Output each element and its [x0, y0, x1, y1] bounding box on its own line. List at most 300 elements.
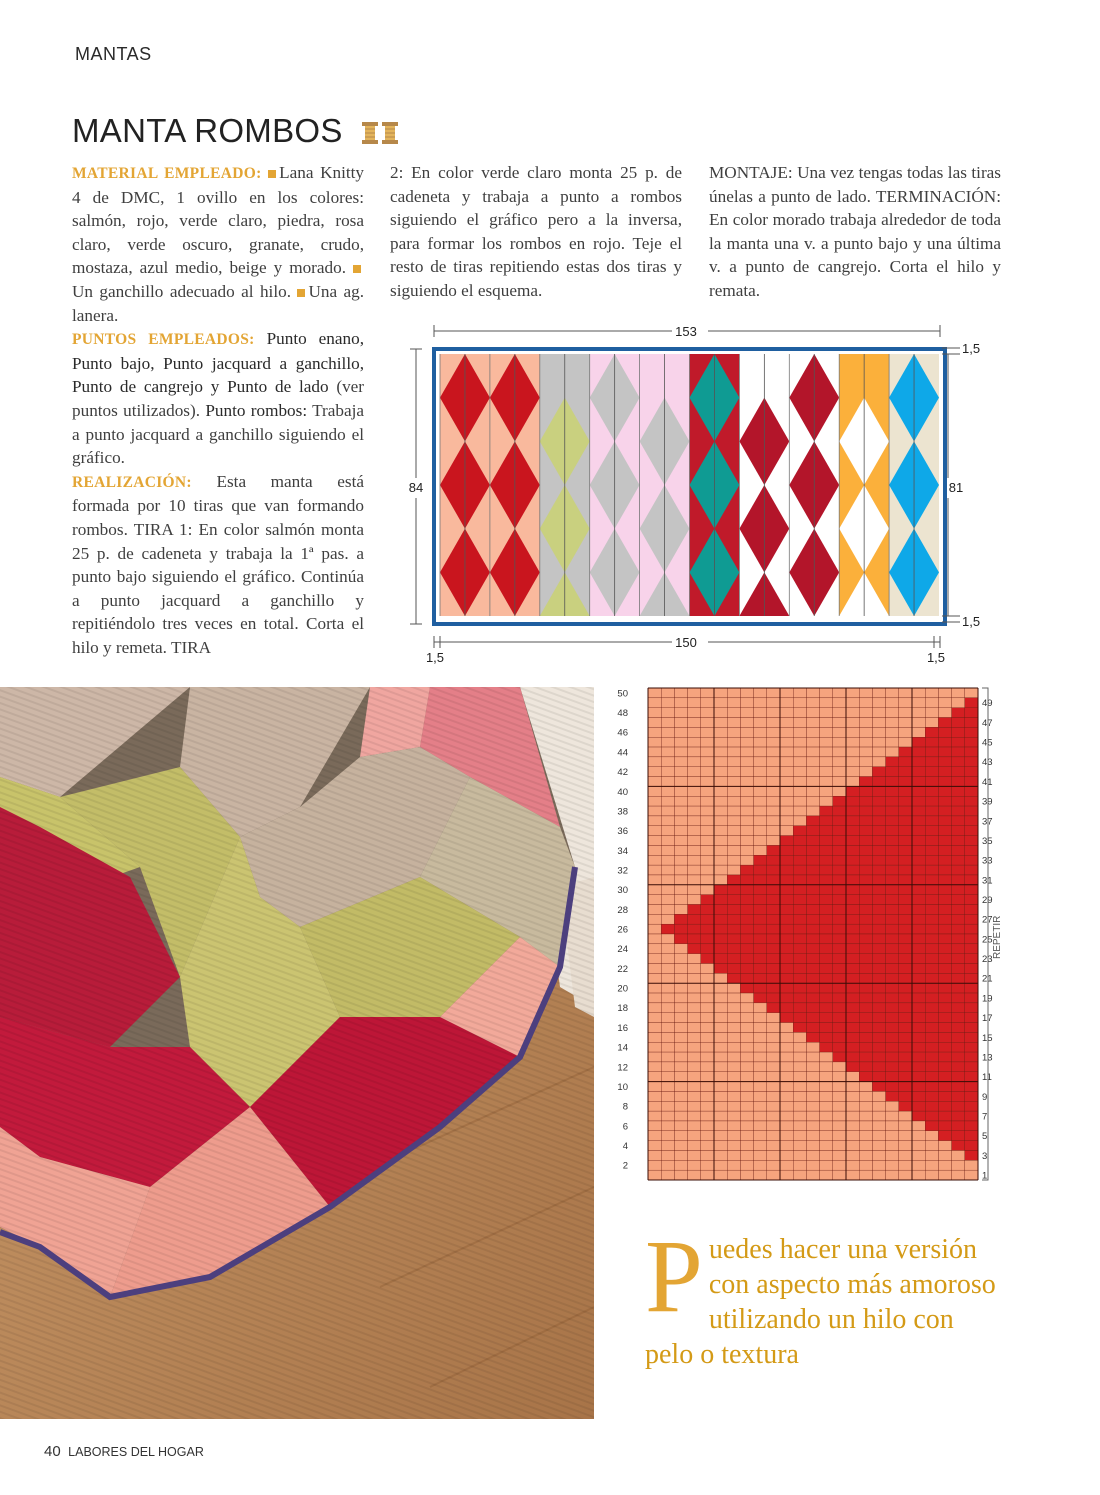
- chart-cell: [767, 786, 780, 796]
- chart-row-label: 11: [982, 1072, 992, 1084]
- chart-left-labels: [617, 688, 628, 1171]
- chart-cell: [899, 855, 912, 865]
- chart-cell: [714, 1032, 727, 1042]
- chart-cell: [714, 973, 727, 983]
- chart-cell: [912, 1013, 925, 1023]
- chart-cell: [701, 855, 714, 865]
- chart-cell: [767, 836, 780, 846]
- chart-cell: [820, 1062, 833, 1072]
- chart-cell: [872, 747, 885, 757]
- chart-cell: [793, 1062, 806, 1072]
- chart-cell: [833, 836, 846, 846]
- chart-cell: [767, 885, 780, 895]
- chart-cell: [859, 885, 872, 895]
- chart-cell: [872, 914, 885, 924]
- chart-cell: [780, 1141, 793, 1151]
- chart-cell: [886, 973, 899, 983]
- chart-cell: [925, 796, 938, 806]
- chart-cell: [727, 826, 740, 836]
- chart-cell: [886, 993, 899, 1003]
- chart-cell: [661, 934, 674, 944]
- chart-cell: [952, 1170, 965, 1180]
- chart-cell: [859, 1082, 872, 1092]
- chart-cell: [740, 816, 753, 826]
- chart-cell: [727, 954, 740, 964]
- chart-cell: [714, 1101, 727, 1111]
- dim-left: 84: [408, 480, 424, 495]
- blanket-photo: [0, 687, 594, 1419]
- chart-cell: [714, 885, 727, 895]
- chart-cell: [648, 904, 661, 914]
- chart-cell: [952, 836, 965, 846]
- chart-cell: [701, 983, 714, 993]
- chart-cell: [938, 865, 951, 875]
- chart-cell: [767, 1032, 780, 1042]
- chart-cell: [886, 1082, 899, 1092]
- chart-cell: [833, 1042, 846, 1052]
- chart-cell: [938, 777, 951, 787]
- chart-cell: [754, 973, 767, 983]
- chart-cell: [872, 1111, 885, 1121]
- chart-cell: [780, 1131, 793, 1141]
- chart-cell: [648, 1052, 661, 1062]
- chart-cell: [780, 1013, 793, 1023]
- chart-cell: [767, 747, 780, 757]
- chart-cell: [952, 688, 965, 698]
- chart-cell: [820, 806, 833, 816]
- chart-cell: [661, 1150, 674, 1160]
- chart-cell: [952, 757, 965, 767]
- chart-cell: [714, 777, 727, 787]
- chart-cell: [701, 1111, 714, 1121]
- chart-cell: [965, 757, 978, 767]
- chart-cell: [767, 757, 780, 767]
- chart-cell: [886, 1062, 899, 1072]
- chart-cell: [859, 1042, 872, 1052]
- realization-label: REALIZACIÓN:: [72, 473, 192, 491]
- chart-cell: [938, 1160, 951, 1170]
- chart-cell: [767, 777, 780, 787]
- chart-cell: [938, 1072, 951, 1082]
- chart-cell: [965, 895, 978, 905]
- chart-cell: [767, 934, 780, 944]
- chart-cell: [674, 1062, 687, 1072]
- chart-cell: [859, 993, 872, 1003]
- chart-cell: [899, 973, 912, 983]
- chart-cell: [859, 737, 872, 747]
- chart-cell: [661, 816, 674, 826]
- chart-cell: [859, 924, 872, 934]
- chart-cell: [674, 993, 687, 1003]
- chart-cell: [925, 983, 938, 993]
- chart-cell: [886, 865, 899, 875]
- chart-cell: [688, 727, 701, 737]
- chart-cell: [806, 757, 819, 767]
- chart-cell: [846, 964, 859, 974]
- chart-cell: [965, 777, 978, 787]
- chart-cell: [674, 885, 687, 895]
- chart-cell: [899, 747, 912, 757]
- chart-cell: [701, 1160, 714, 1170]
- chart-cell: [899, 875, 912, 885]
- chart-cell: [938, 1091, 951, 1101]
- chart-cell: [793, 964, 806, 974]
- chart-cell: [938, 806, 951, 816]
- chart-cell: [846, 845, 859, 855]
- chart-cell: [846, 786, 859, 796]
- chart-cell: [952, 973, 965, 983]
- chart-cell: [793, 727, 806, 737]
- chart-cell: [701, 688, 714, 698]
- chart-cell: [780, 934, 793, 944]
- chart-cell: [833, 944, 846, 954]
- chart-cell: [780, 885, 793, 895]
- chart-cell: [688, 944, 701, 954]
- chart-cell: [965, 1023, 978, 1033]
- chart-cell: [925, 1160, 938, 1170]
- chart-cell: [714, 688, 727, 698]
- chart-cell: [859, 1013, 872, 1023]
- chart-cell: [793, 865, 806, 875]
- chart-cell: [648, 895, 661, 905]
- chart-cell: [925, 806, 938, 816]
- chart-cell: [661, 964, 674, 974]
- chart-cell: [820, 1082, 833, 1092]
- dim-top: 153: [675, 324, 697, 339]
- chart-cell: [820, 718, 833, 728]
- chart-cell: [714, 786, 727, 796]
- chart-cell: [886, 1101, 899, 1111]
- chart-cell: [793, 1013, 806, 1023]
- chart-cell: [899, 1032, 912, 1042]
- chart-cell: [833, 1003, 846, 1013]
- chart-cell: [872, 836, 885, 846]
- chart-cell: [899, 1062, 912, 1072]
- chart-cell: [965, 964, 978, 974]
- chart-cell: [833, 855, 846, 865]
- chart-cell: [899, 1170, 912, 1180]
- chart-cell: [688, 845, 701, 855]
- chart-cell: [688, 836, 701, 846]
- chart-cell: [806, 1052, 819, 1062]
- chart-cell: [952, 885, 965, 895]
- chart-cell: [648, 1150, 661, 1160]
- chart-cell: [912, 895, 925, 905]
- chart-cell: [886, 1121, 899, 1131]
- chart-cell: [740, 1042, 753, 1052]
- chart-cell: [912, 727, 925, 737]
- chart-cell: [754, 786, 767, 796]
- chart-cell: [648, 718, 661, 728]
- chart-cell: [793, 826, 806, 836]
- chart-cell: [793, 1091, 806, 1101]
- chart-cell: [820, 826, 833, 836]
- chart-cell: [912, 944, 925, 954]
- chart-cell: [767, 855, 780, 865]
- chart-cell: [661, 1170, 674, 1180]
- chart-cell: [833, 737, 846, 747]
- chart-cell: [727, 924, 740, 934]
- chart-cell: [899, 1082, 912, 1092]
- chart-cell: [780, 865, 793, 875]
- dim-bottom-border: 1,5: [962, 614, 981, 629]
- chart-cell: [899, 993, 912, 1003]
- chart-cell: [793, 885, 806, 895]
- chart-cell: [938, 885, 951, 895]
- points-label: PUNTOS EMPLEADOS:: [72, 331, 255, 349]
- chart-cell: [727, 698, 740, 708]
- chart-cell: [859, 845, 872, 855]
- chart-cell: [740, 688, 753, 698]
- chart-cell: [714, 1131, 727, 1141]
- chart-row-label: 42: [617, 767, 628, 779]
- chart-cell: [727, 688, 740, 698]
- chart-cell: [846, 718, 859, 728]
- chart-cell: [965, 875, 978, 885]
- chart-cell: [780, 698, 793, 708]
- chart-row-label: 18: [617, 1003, 628, 1015]
- chart-cell: [820, 845, 833, 855]
- chart-cell: [938, 895, 951, 905]
- chart-cell: [806, 1091, 819, 1101]
- chart-cell: [674, 836, 687, 846]
- chart-cell: [793, 757, 806, 767]
- chart-cell: [965, 1062, 978, 1072]
- chart-cell: [754, 855, 767, 865]
- chart-cell: [912, 855, 925, 865]
- chart-cell: [754, 1072, 767, 1082]
- chart-cell: [938, 1013, 951, 1023]
- chart-cell: [806, 796, 819, 806]
- chart-cell: [780, 1042, 793, 1052]
- chart-cell: [727, 727, 740, 737]
- chart-cell: [727, 1003, 740, 1013]
- bullet-square-icon: [353, 265, 361, 273]
- chart-cell: [912, 1052, 925, 1062]
- chart-cell: [780, 1121, 793, 1131]
- chart-row-label: 7: [982, 1111, 988, 1123]
- chart-cell: [688, 954, 701, 964]
- chart-cell: [740, 865, 753, 875]
- chart-cell: [740, 944, 753, 954]
- chart-cell: [820, 914, 833, 924]
- chart-cell: [846, 796, 859, 806]
- chart-cell: [846, 1042, 859, 1052]
- chart-cell: [912, 698, 925, 708]
- chart-cell: [912, 1082, 925, 1092]
- chart-cell: [846, 1072, 859, 1082]
- chart-cell: [806, 1141, 819, 1151]
- chart-cell: [846, 993, 859, 1003]
- chart-row-label: 22: [617, 963, 628, 975]
- chart-cell: [859, 688, 872, 698]
- chart-cell: [780, 973, 793, 983]
- chart-cell: [846, 1131, 859, 1141]
- chart-cell: [965, 954, 978, 964]
- chart-cell: [793, 944, 806, 954]
- chart-cell: [754, 904, 767, 914]
- chart-cell: [648, 1042, 661, 1052]
- chart-cell: [780, 786, 793, 796]
- chart-cell: [859, 1003, 872, 1013]
- chart-cell: [661, 1091, 674, 1101]
- chart-cell: [661, 737, 674, 747]
- chart-cell: [886, 767, 899, 777]
- chart-cell: [740, 964, 753, 974]
- chart-cell: [912, 1131, 925, 1141]
- chart-cell: [793, 973, 806, 983]
- chart-cell: [938, 993, 951, 1003]
- chart-cell: [952, 954, 965, 964]
- chart-cell: [952, 727, 965, 737]
- chart-cell: [806, 954, 819, 964]
- chart-cell: [846, 1023, 859, 1033]
- chart-cell: [727, 1062, 740, 1072]
- chart-cell: [872, 767, 885, 777]
- chart-cell: [701, 1042, 714, 1052]
- chart-cell: [952, 737, 965, 747]
- chart-cell: [833, 1150, 846, 1160]
- chart-cell: [912, 983, 925, 993]
- chart-row-label: 15: [982, 1032, 993, 1044]
- chart-cell: [859, 806, 872, 816]
- chart-cell: [859, 1160, 872, 1170]
- chart-row-label: 29: [982, 895, 993, 907]
- chart-cell: [793, 737, 806, 747]
- chart-cell: [661, 1111, 674, 1121]
- chart-cell: [965, 1160, 978, 1170]
- chart-row-label: 2: [622, 1160, 628, 1172]
- chart-cell: [674, 1052, 687, 1062]
- chart-cell: [648, 914, 661, 924]
- chart-cell: [740, 1032, 753, 1042]
- chart-cell: [727, 1170, 740, 1180]
- chart-cell: [912, 914, 925, 924]
- chart-cell: [886, 1150, 899, 1160]
- chart-cell: [780, 1082, 793, 1092]
- chart-cell: [859, 698, 872, 708]
- chart-cell: [714, 993, 727, 1003]
- chart-cell: [780, 727, 793, 737]
- chart-cell: [740, 1023, 753, 1033]
- chart-cell: [952, 845, 965, 855]
- chart-cell: [806, 1131, 819, 1141]
- chart-cell: [714, 1082, 727, 1092]
- chart-row-label: 1: [982, 1170, 988, 1182]
- chart-cell: [806, 1003, 819, 1013]
- chart-cell: [859, 826, 872, 836]
- chart-cell: [780, 1111, 793, 1121]
- chart-cell: [648, 1023, 661, 1033]
- chart-cell: [952, 993, 965, 1003]
- chart-cell: [846, 1082, 859, 1092]
- chart-cell: [754, 865, 767, 875]
- chart-cell: [674, 845, 687, 855]
- chart-cell: [793, 845, 806, 855]
- chart-cell: [740, 1082, 753, 1092]
- chart-cell: [661, 767, 674, 777]
- chart-cell: [780, 1160, 793, 1170]
- chart-cell: [833, 1141, 846, 1151]
- chart-cell: [701, 1141, 714, 1151]
- chart-cell: [688, 718, 701, 728]
- chart-cell: [925, 1150, 938, 1160]
- chart-cell: [965, 1013, 978, 1023]
- chart-cell: [965, 904, 978, 914]
- chart-cell: [846, 954, 859, 964]
- chart-cell: [820, 747, 833, 757]
- chart-cell: [674, 983, 687, 993]
- chart-cell: [714, 767, 727, 777]
- chart-cell: [793, 688, 806, 698]
- chart-cell: [820, 895, 833, 905]
- chart-cell: [886, 698, 899, 708]
- chart-cell: [740, 914, 753, 924]
- chart-cell: [859, 904, 872, 914]
- chart-cell: [661, 747, 674, 757]
- chart-cell: [767, 895, 780, 905]
- chart-cell: [912, 708, 925, 718]
- chart-cell: [872, 983, 885, 993]
- chart-cell: [740, 885, 753, 895]
- chart-cell: [886, 1131, 899, 1141]
- chart-cell: [793, 767, 806, 777]
- chart-cell: [820, 865, 833, 875]
- chart-cell: [886, 826, 899, 836]
- chart-cell: [846, 1141, 859, 1151]
- chart-cell: [793, 983, 806, 993]
- chart-cell: [674, 806, 687, 816]
- chart-cell: [833, 1121, 846, 1131]
- chart-cell: [886, 737, 899, 747]
- chart-cell: [793, 708, 806, 718]
- chart-cell: [661, 973, 674, 983]
- chart-cell: [925, 708, 938, 718]
- chart-cell: [793, 1111, 806, 1121]
- chart-cell: [767, 718, 780, 728]
- chart-cell: [767, 1091, 780, 1101]
- dim-top-border: 1,5: [962, 341, 981, 356]
- chart-cell: [661, 954, 674, 964]
- chart-cell: [661, 1082, 674, 1092]
- chart-row-label: 48: [617, 708, 628, 720]
- chart-cell: [965, 836, 978, 846]
- chart-cell: [833, 816, 846, 826]
- chart-cell: [820, 1170, 833, 1180]
- chart-cell: [661, 727, 674, 737]
- chart-cell: [674, 1141, 687, 1151]
- chart-cell: [701, 1131, 714, 1141]
- chart-cell: [780, 1032, 793, 1042]
- chart-cell: [701, 1072, 714, 1082]
- chart-cell: [661, 1013, 674, 1023]
- chart-cell: [833, 885, 846, 895]
- chart-cell: [793, 718, 806, 728]
- chart-cell: [648, 688, 661, 698]
- chart-cell: [859, 1101, 872, 1111]
- chart-cell: [965, 1150, 978, 1160]
- chart-cell: [767, 875, 780, 885]
- chart-cell: [899, 786, 912, 796]
- chart-cell: [925, 1131, 938, 1141]
- chart-cell: [727, 904, 740, 914]
- chart-cell: [648, 1111, 661, 1121]
- chart-cell: [846, 1121, 859, 1131]
- chart-cell: [754, 1091, 767, 1101]
- chart-cell: [912, 757, 925, 767]
- chart-cell: [767, 914, 780, 924]
- chart-cell: [648, 964, 661, 974]
